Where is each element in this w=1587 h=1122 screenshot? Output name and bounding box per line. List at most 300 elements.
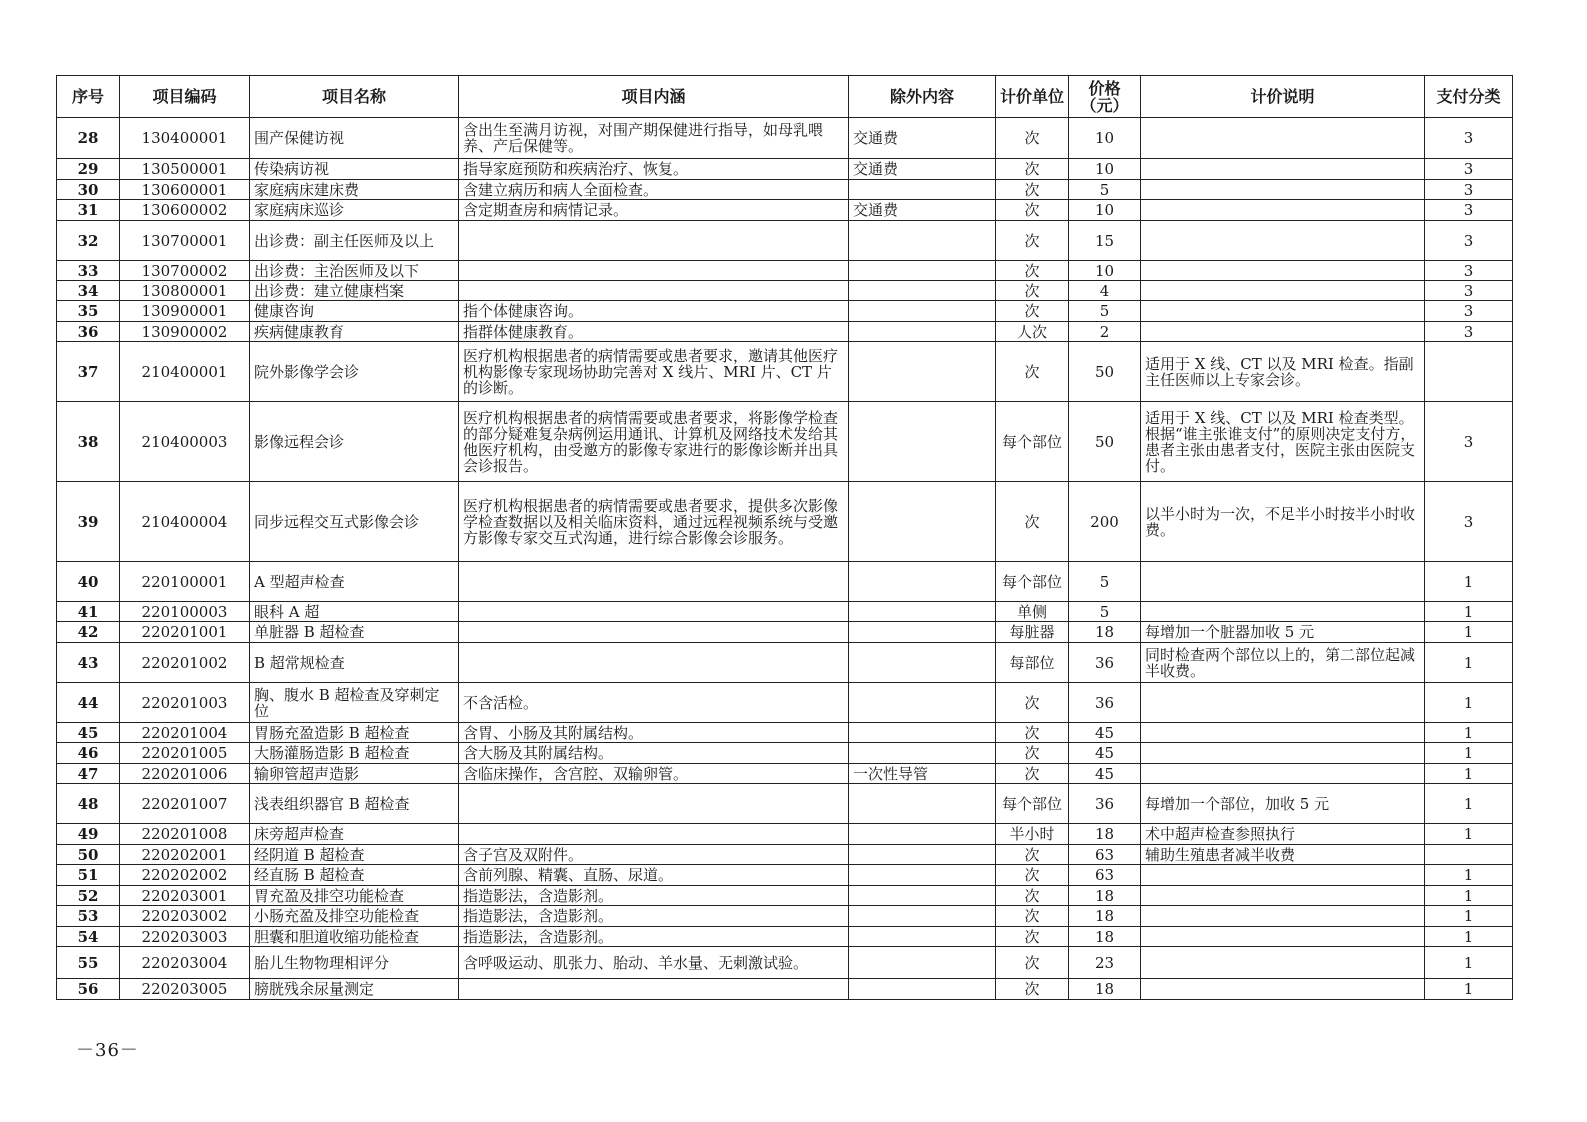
cell-name: A 型超声检查 — [250, 562, 459, 602]
cell-unit: 次 — [996, 482, 1069, 562]
cell-exclusion — [849, 683, 996, 723]
cell-unit: 次 — [996, 947, 1069, 979]
cell-content: 含大肠及其附属结构。 — [459, 743, 849, 764]
cell-price: 36 — [1069, 784, 1141, 824]
cell-content: 指造影法，含造影剂。 — [459, 927, 849, 947]
cell-code: 220201001 — [120, 622, 250, 643]
cell-seq: 38 — [57, 402, 120, 482]
cell-seq: 45 — [57, 723, 120, 743]
cell-exclusion: 交通费 — [849, 159, 996, 180]
page-number: －36－ — [76, 1040, 139, 1061]
cell-pay: 1 — [1425, 784, 1513, 824]
cell-name: 家庭病床巡诊 — [250, 200, 459, 221]
cell-unit: 每部位 — [996, 643, 1069, 683]
cell-code: 220201003 — [120, 683, 250, 723]
cell-unit: 每个部位 — [996, 784, 1069, 824]
cell-pay: 1 — [1425, 979, 1513, 1000]
cell-pay: 3 — [1425, 301, 1513, 322]
cell-content: 指个体健康咨询。 — [459, 301, 849, 322]
cell-seq: 40 — [57, 562, 120, 602]
cell-content: 不含活检。 — [459, 683, 849, 723]
table-row — [57, 743, 1513, 764]
cell-price: 18 — [1069, 906, 1141, 927]
cell-pay: 1 — [1425, 683, 1513, 723]
cell-note — [1141, 221, 1425, 261]
cell-code: 130400001 — [120, 118, 250, 159]
cell-pay: 1 — [1425, 947, 1513, 979]
cell-seq: 42 — [57, 622, 120, 643]
cell-exclusion — [849, 845, 996, 865]
cell-seq: 31 — [57, 200, 120, 221]
cell-code: 130700001 — [120, 221, 250, 261]
table-row — [57, 886, 1513, 906]
cell-pay: 1 — [1425, 906, 1513, 927]
table-row — [57, 118, 1513, 159]
cell-unit: 次 — [996, 865, 1069, 886]
cell-code: 220202002 — [120, 865, 250, 886]
cell-code: 130800001 — [120, 281, 250, 301]
cell-name: 输卵管超声造影 — [250, 764, 459, 784]
cell-content: 含出生至满月访视，对围产期保健进行指导，如母乳喂养、产后保健等。 — [459, 118, 849, 159]
cell-content: 含临床操作，含宫腔、双输卵管。 — [459, 764, 849, 784]
cell-price: 18 — [1069, 824, 1141, 845]
cell-code: 210400003 — [120, 402, 250, 482]
cell-unit: 次 — [996, 342, 1069, 402]
header-code: 项目编码 — [120, 76, 250, 118]
cell-price: 10 — [1069, 159, 1141, 180]
cell-pay: 1 — [1425, 886, 1513, 906]
cell-pay: 1 — [1425, 743, 1513, 764]
cell-pay: 1 — [1425, 622, 1513, 643]
cell-price: 10 — [1069, 118, 1141, 159]
cell-seq: 33 — [57, 261, 120, 281]
cell-note — [1141, 562, 1425, 602]
cell-note: 适用于 X 线、CT 以及 MRI 检查。指副主任医师以上专家会诊。 — [1141, 342, 1425, 402]
cell-note: 术中超声检查参照执行 — [1141, 824, 1425, 845]
cell-note — [1141, 180, 1425, 200]
cell-name: 疾病健康教育 — [250, 322, 459, 342]
cell-name: 围产保健访视 — [250, 118, 459, 159]
cell-seq: 44 — [57, 683, 120, 723]
table-row — [57, 622, 1513, 643]
header-price: 价格（元） — [1069, 76, 1141, 118]
cell-code: 130600002 — [120, 200, 250, 221]
table-row — [57, 824, 1513, 845]
cell-pay — [1425, 342, 1513, 402]
cell-note — [1141, 281, 1425, 301]
cell-note — [1141, 159, 1425, 180]
cell-pay: 1 — [1425, 602, 1513, 622]
cell-name: 经直肠 B 超检查 — [250, 865, 459, 886]
cell-content — [459, 643, 849, 683]
cell-exclusion: 一次性导管 — [849, 764, 996, 784]
table-row — [57, 784, 1513, 824]
cell-name: 眼科 A 超 — [250, 602, 459, 622]
cell-note: 同时检查两个部位以上的，第二部位起减半收费。 — [1141, 643, 1425, 683]
cell-unit: 人次 — [996, 322, 1069, 342]
cell-name: 院外影像学会诊 — [250, 342, 459, 402]
cell-content: 含胃、小肠及其附属结构。 — [459, 723, 849, 743]
cell-price: 18 — [1069, 979, 1141, 1000]
cell-name: 膀胱残余尿量测定 — [250, 979, 459, 1000]
cell-code: 130700002 — [120, 261, 250, 281]
cell-note — [1141, 979, 1425, 1000]
cell-code: 220203001 — [120, 886, 250, 906]
cell-price: 18 — [1069, 622, 1141, 643]
table-header-row — [57, 76, 1513, 118]
cell-seq: 29 — [57, 159, 120, 180]
cell-price: 45 — [1069, 723, 1141, 743]
cell-exclusion — [849, 562, 996, 602]
cell-note — [1141, 683, 1425, 723]
cell-unit: 次 — [996, 845, 1069, 865]
cell-price: 5 — [1069, 301, 1141, 322]
cell-note — [1141, 723, 1425, 743]
cell-name: 出诊费：建立健康档案 — [250, 281, 459, 301]
table-row — [57, 301, 1513, 322]
table-row — [57, 947, 1513, 979]
cell-unit: 次 — [996, 927, 1069, 947]
cell-price: 50 — [1069, 402, 1141, 482]
cell-unit: 单侧 — [996, 602, 1069, 622]
cell-exclusion — [849, 221, 996, 261]
cell-content — [459, 562, 849, 602]
header-content: 项目内涵 — [459, 76, 849, 118]
cell-pay: 3 — [1425, 159, 1513, 180]
cell-content: 医疗机构根据患者的病情需要或患者要求，邀请其他医疗机构影像专家现场协助完善对 X 线片、MRI 片、CT 片的诊断。 — [459, 342, 849, 402]
header-unit: 计价单位 — [996, 76, 1069, 118]
cell-exclusion — [849, 824, 996, 845]
cell-note — [1141, 261, 1425, 281]
cell-unit: 每个部位 — [996, 562, 1069, 602]
cell-exclusion — [849, 906, 996, 927]
cell-content: 含呼吸运动、肌张力、胎动、羊水量、无刺激试验。 — [459, 947, 849, 979]
table-row — [57, 281, 1513, 301]
cell-name: 出诊费：主治医师及以下 — [250, 261, 459, 281]
cell-content — [459, 784, 849, 824]
cell-seq: 32 — [57, 221, 120, 261]
cell-pay: 1 — [1425, 643, 1513, 683]
cell-name: 家庭病床建床费 — [250, 180, 459, 200]
cell-price: 45 — [1069, 743, 1141, 764]
cell-seq: 48 — [57, 784, 120, 824]
cell-seq: 53 — [57, 906, 120, 927]
cell-content — [459, 602, 849, 622]
cell-code: 130900002 — [120, 322, 250, 342]
cell-pay: 3 — [1425, 261, 1513, 281]
cell-content: 指群体健康教育。 — [459, 322, 849, 342]
cell-seq: 34 — [57, 281, 120, 301]
table-row — [57, 180, 1513, 200]
cell-price: 18 — [1069, 886, 1141, 906]
cell-exclusion — [849, 643, 996, 683]
cell-note — [1141, 927, 1425, 947]
cell-code: 220201004 — [120, 723, 250, 743]
table-row — [57, 979, 1513, 1000]
cell-exclusion — [849, 865, 996, 886]
cell-content — [459, 261, 849, 281]
cell-seq: 43 — [57, 643, 120, 683]
cell-unit: 每脏器 — [996, 622, 1069, 643]
cell-note — [1141, 743, 1425, 764]
cell-pay: 3 — [1425, 322, 1513, 342]
cell-seq: 36 — [57, 322, 120, 342]
cell-name: 浅表组织器官 B 超检查 — [250, 784, 459, 824]
table-row — [57, 845, 1513, 865]
cell-seq: 41 — [57, 602, 120, 622]
cell-price: 2 — [1069, 322, 1141, 342]
cell-exclusion: 交通费 — [849, 200, 996, 221]
table-row — [57, 764, 1513, 784]
cell-exclusion — [849, 743, 996, 764]
cell-seq: 35 — [57, 301, 120, 322]
cell-seq: 55 — [57, 947, 120, 979]
cell-code: 210400004 — [120, 482, 250, 562]
cell-price: 10 — [1069, 261, 1141, 281]
cell-content — [459, 622, 849, 643]
cell-pay: 1 — [1425, 824, 1513, 845]
cell-name: 胃充盈及排空功能检查 — [250, 886, 459, 906]
cell-content: 指导家庭预防和疾病治疗、恢复。 — [459, 159, 849, 180]
cell-seq: 47 — [57, 764, 120, 784]
cell-exclusion — [849, 180, 996, 200]
cell-code: 220201006 — [120, 764, 250, 784]
cell-content: 指造影法，含造影剂。 — [459, 886, 849, 906]
cell-exclusion — [849, 927, 996, 947]
cell-note — [1141, 301, 1425, 322]
cell-name: 胎儿生物物理相评分 — [250, 947, 459, 979]
cell-name: 小肠充盈及排空功能检查 — [250, 906, 459, 927]
cell-price: 15 — [1069, 221, 1141, 261]
cell-code: 130500001 — [120, 159, 250, 180]
table-row — [57, 562, 1513, 602]
cell-note: 适用于 X 线、CT 以及 MRI 检查类型。根据“谁主张谁支付”的原则决定支付方，患者主张由患者支付，医院主张由医院支付。 — [1141, 402, 1425, 482]
cell-exclusion — [849, 979, 996, 1000]
price-table — [56, 75, 1513, 1000]
cell-price: 5 — [1069, 602, 1141, 622]
cell-exclusion — [849, 602, 996, 622]
cell-price: 63 — [1069, 845, 1141, 865]
cell-pay: 3 — [1425, 402, 1513, 482]
cell-pay — [1425, 845, 1513, 865]
header-pay: 支付分类 — [1425, 76, 1513, 118]
cell-note — [1141, 906, 1425, 927]
cell-exclusion — [849, 322, 996, 342]
cell-code: 220203003 — [120, 927, 250, 947]
cell-note — [1141, 865, 1425, 886]
table-row — [57, 261, 1513, 281]
cell-content: 医疗机构根据患者的病情需要或患者要求，提供多次影像学检查数据以及相关临床资料，通过远程视频系统与受邀方影像专家交互式沟通，进行综合影像会诊服务。 — [459, 482, 849, 562]
table-row — [57, 159, 1513, 180]
table-row — [57, 865, 1513, 886]
cell-seq: 54 — [57, 927, 120, 947]
cell-note — [1141, 118, 1425, 159]
cell-pay: 3 — [1425, 118, 1513, 159]
cell-unit: 次 — [996, 886, 1069, 906]
cell-seq: 30 — [57, 180, 120, 200]
cell-pay: 3 — [1425, 200, 1513, 221]
cell-exclusion — [849, 281, 996, 301]
header-seq: 序号 — [57, 76, 120, 118]
table-row — [57, 402, 1513, 482]
cell-note — [1141, 322, 1425, 342]
cell-price: 23 — [1069, 947, 1141, 979]
cell-code: 130900001 — [120, 301, 250, 322]
cell-content: 含定期查房和病情记录。 — [459, 200, 849, 221]
table-row — [57, 221, 1513, 261]
cell-price: 4 — [1069, 281, 1141, 301]
cell-unit: 次 — [996, 301, 1069, 322]
cell-exclusion — [849, 402, 996, 482]
cell-unit: 次 — [996, 221, 1069, 261]
cell-exclusion — [849, 261, 996, 281]
cell-price: 50 — [1069, 342, 1141, 402]
cell-seq: 46 — [57, 743, 120, 764]
cell-pay: 3 — [1425, 281, 1513, 301]
cell-unit: 次 — [996, 118, 1069, 159]
cell-seq: 39 — [57, 482, 120, 562]
cell-unit: 次 — [996, 743, 1069, 764]
cell-seq: 51 — [57, 865, 120, 886]
cell-content: 含前列腺、精囊、直肠、尿道。 — [459, 865, 849, 886]
table-row — [57, 906, 1513, 927]
cell-note — [1141, 602, 1425, 622]
cell-content: 医疗机构根据患者的病情需要或患者要求，将影像学检查的部分疑难复杂病例运用通讯、计算机及网络技术发给其他医疗机构，由受邀方的影像专家进行的影像诊断并出具会诊报告。 — [459, 402, 849, 482]
cell-code: 210400001 — [120, 342, 250, 402]
cell-name: 同步远程交互式影像会诊 — [250, 482, 459, 562]
header-name: 项目名称 — [250, 76, 459, 118]
cell-code: 220100003 — [120, 602, 250, 622]
cell-pay: 1 — [1425, 927, 1513, 947]
table-row — [57, 482, 1513, 562]
cell-name: 胸、腹水 B 超检查及穿刺定位 — [250, 683, 459, 723]
cell-seq: 52 — [57, 886, 120, 906]
cell-price: 10 — [1069, 200, 1141, 221]
cell-code: 220201008 — [120, 824, 250, 845]
cell-price: 18 — [1069, 927, 1141, 947]
cell-seq: 37 — [57, 342, 120, 402]
cell-price: 5 — [1069, 562, 1141, 602]
table-body — [57, 118, 1513, 1000]
cell-code: 220201005 — [120, 743, 250, 764]
cell-name: 胆囊和胆道收缩功能检查 — [250, 927, 459, 947]
cell-exclusion — [849, 342, 996, 402]
cell-name: 传染病访视 — [250, 159, 459, 180]
cell-note: 辅助生殖患者减半收费 — [1141, 845, 1425, 865]
cell-code: 220201007 — [120, 784, 250, 824]
cell-pay: 1 — [1425, 865, 1513, 886]
cell-code: 220203005 — [120, 979, 250, 1000]
cell-name: 胃肠充盈造影 B 超检查 — [250, 723, 459, 743]
cell-price: 45 — [1069, 764, 1141, 784]
cell-unit: 次 — [996, 906, 1069, 927]
cell-unit: 次 — [996, 200, 1069, 221]
cell-pay: 1 — [1425, 764, 1513, 784]
cell-price: 36 — [1069, 683, 1141, 723]
cell-unit: 次 — [996, 281, 1069, 301]
cell-name: 床旁超声检查 — [250, 824, 459, 845]
cell-unit: 每个部位 — [996, 402, 1069, 482]
cell-code: 220100001 — [120, 562, 250, 602]
table-row — [57, 322, 1513, 342]
cell-exclusion — [849, 622, 996, 643]
cell-unit: 次 — [996, 764, 1069, 784]
cell-unit: 次 — [996, 979, 1069, 1000]
cell-content: 指造影法，含造影剂。 — [459, 906, 849, 927]
cell-name: 影像远程会诊 — [250, 402, 459, 482]
cell-note: 以半小时为一次，不足半小时按半小时收费。 — [1141, 482, 1425, 562]
cell-name: B 超常规检查 — [250, 643, 459, 683]
cell-exclusion — [849, 301, 996, 322]
cell-seq: 56 — [57, 979, 120, 1000]
cell-exclusion — [849, 784, 996, 824]
cell-content — [459, 281, 849, 301]
cell-name: 单脏器 B 超检查 — [250, 622, 459, 643]
cell-name: 大肠灌肠造影 B 超检查 — [250, 743, 459, 764]
cell-name: 出诊费：副主任医师及以上 — [250, 221, 459, 261]
cell-note — [1141, 764, 1425, 784]
cell-note — [1141, 886, 1425, 906]
header-note: 计价说明 — [1141, 76, 1425, 118]
cell-content — [459, 221, 849, 261]
cell-content — [459, 824, 849, 845]
cell-note: 每增加一个脏器加收 5 元 — [1141, 622, 1425, 643]
cell-pay: 3 — [1425, 180, 1513, 200]
table-row — [57, 342, 1513, 402]
cell-seq: 49 — [57, 824, 120, 845]
table-row — [57, 683, 1513, 723]
cell-pay: 1 — [1425, 562, 1513, 602]
table-row — [57, 643, 1513, 683]
table-row — [57, 723, 1513, 743]
cell-seq: 28 — [57, 118, 120, 159]
cell-note — [1141, 947, 1425, 979]
cell-pay: 1 — [1425, 723, 1513, 743]
cell-unit: 半小时 — [996, 824, 1069, 845]
cell-content: 含建立病历和病人全面检查。 — [459, 180, 849, 200]
cell-price: 5 — [1069, 180, 1141, 200]
cell-code: 130600001 — [120, 180, 250, 200]
cell-pay: 3 — [1425, 482, 1513, 562]
cell-name: 健康咨询 — [250, 301, 459, 322]
cell-exclusion — [849, 482, 996, 562]
cell-name: 经阴道 B 超检查 — [250, 845, 459, 865]
cell-price: 63 — [1069, 865, 1141, 886]
table-row — [57, 200, 1513, 221]
cell-exclusion — [849, 947, 996, 979]
cell-note: 每增加一个部位，加收 5 元 — [1141, 784, 1425, 824]
cell-content — [459, 979, 849, 1000]
cell-code: 220201002 — [120, 643, 250, 683]
table-row — [57, 602, 1513, 622]
cell-seq: 50 — [57, 845, 120, 865]
cell-unit: 次 — [996, 180, 1069, 200]
cell-price: 200 — [1069, 482, 1141, 562]
cell-unit: 次 — [996, 723, 1069, 743]
cell-exclusion: 交通费 — [849, 118, 996, 159]
cell-unit: 次 — [996, 159, 1069, 180]
cell-unit: 次 — [996, 261, 1069, 281]
cell-exclusion — [849, 886, 996, 906]
cell-note — [1141, 200, 1425, 221]
cell-code: 220203002 — [120, 906, 250, 927]
cell-code: 220202001 — [120, 845, 250, 865]
cell-content: 含子宫及双附件。 — [459, 845, 849, 865]
table-row — [57, 927, 1513, 947]
cell-price: 36 — [1069, 643, 1141, 683]
header-exclusion: 除外内容 — [849, 76, 996, 118]
cell-exclusion — [849, 723, 996, 743]
